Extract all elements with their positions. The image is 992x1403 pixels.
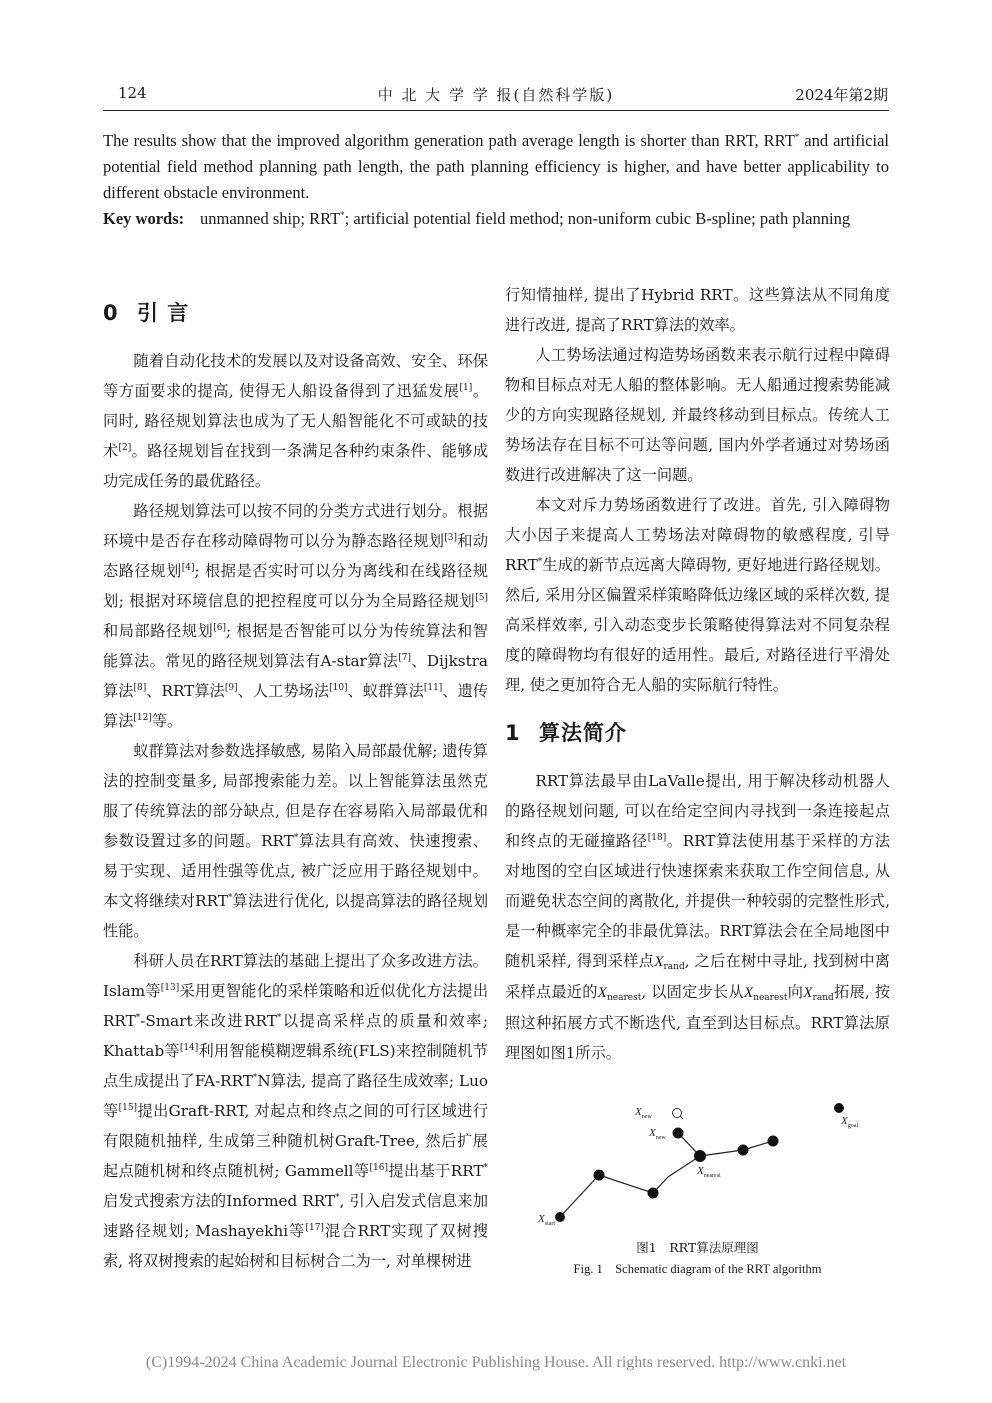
rrt-schematic-figure bbox=[505, 1080, 890, 1230]
label-xstart: $X_{start}$ bbox=[538, 1213, 556, 1227]
label-xnew: $X_{new}$ bbox=[649, 1127, 666, 1141]
figure-caption-en: Fig. 1 Schematic diagram of the RRT algorithm bbox=[573, 1262, 822, 1276]
keywords-label: Key words: bbox=[103, 209, 185, 228]
tree-edge bbox=[700, 1150, 743, 1156]
left-column bbox=[103, 290, 488, 1276]
tree-edge bbox=[560, 1175, 599, 1217]
tree-node bbox=[594, 1170, 605, 1181]
random-sample-tick bbox=[680, 1116, 683, 1119]
section-number: 1 bbox=[505, 721, 521, 745]
section-heading-0 bbox=[103, 298, 488, 328]
label-xnew-top: $X_{new}$ bbox=[635, 1106, 652, 1120]
start-node bbox=[555, 1212, 565, 1222]
paragraph: RRT算法最早由LaValle提出, 用于解决移动机器人的路径规划问题, 可以在给定空间内寻找到一条连接起点和终点的无碰撞路径[18]。RRT算法使用基于采样的方法对地图的空白区域进行快速探索来获取工作空间信息, 从而避免状态空间的离散化, 并提供一种较弱的完整性形式, 是一种概率完全的非最优算法。RRT算法会在全局地图中随机采样, 得到采样点$X_{rand}$, 之后在树中寻址, 找到树中离采样点最近的$X_{nearest}$, 以固定步长从$X_{nearest}$向$X_{rand}$拓展, 按照这种拓展方式不断迭代, 直至到达目标点。RRT算法原理图如图1所示。 bbox=[505, 772, 891, 1062]
tree-node bbox=[648, 1188, 659, 1199]
label-xgoal: $X_{goal}$ bbox=[841, 1115, 859, 1129]
figure-caption-cn: 图1 RRT算法原理图 bbox=[636, 1240, 759, 1255]
paragraph: 路径规划算法可以按不同的分类方式进行划分。根据环境中是否存在移动障碍物可以分为静态路径规划[3]和动态路径规划[4]; 根据是否实时可以分为离线和在线路径规划; 根据对环境信息的把控程度可以分为全局路径规划[5]和局部路径规划[6]; 根据是否智能可以分为传统算法和智能算法。常见的路径规划算法有A-star算法[7]、Dijkstra算法[8]、RRT算法[9]、人工势场法[10]、蚁群算法[11]、遗传算法[12]等。 bbox=[103, 502, 489, 730]
copyright-footer: (C)1994-2024 China Academic Journal Electronic Publishing House. All rights reserved. http://www.cnki.net bbox=[145, 1354, 847, 1371]
tree-node bbox=[768, 1136, 779, 1147]
page-number: 124 bbox=[118, 84, 147, 102]
section-title: 算法简介 bbox=[539, 721, 627, 745]
nearest-node bbox=[694, 1150, 706, 1162]
right-column bbox=[505, 280, 890, 1068]
paragraph: 随着自动化技术的发展以及对设备高效、安全、环保等方面要求的提高, 使得无人船设备得到了迅猛发展[1]。同时, 路径规划算法也成为了无人船智能化不可或缺的技术[2]。路径规划旨在找到一条满足各种约束条件、能够成功完成任务的最优路径。 bbox=[103, 352, 489, 490]
header-rule bbox=[103, 110, 889, 111]
paragraph: 科研人员在RRT算法的基础上提出了众多改进方法。Islam等[13]采用更智能化的采样策略和近似优化方法提出RRT*-Smart来改进RRT*以提高采样点的质量和效率; Khattab等[14]利用智能模糊逻辑系统(FLS)来控制随机节点生成提出了FA-RRT*N算法, 提高了路径生成效率; Luo等[15]提出Graft-RRT, 对起点和终点之间的可行区域进行有限随机抽样, 生成第三种随机树Graft-Tree, 然后扩展起点随机树和终点随机树; Gammell等[16]提出基于RRT*启发式搜索方法的Informed RRT*, 引入启发式信息来加速路径规划; Mashayekhi等[17]混合RRT实现了双树搜索, 将双树搜索的起始树和目标树合二为一, 对单棵树进 bbox=[103, 952, 489, 1270]
issue-label: 2024年第2期 bbox=[795, 86, 888, 104]
tree-node bbox=[738, 1145, 749, 1156]
paragraph: 本文对斥力势场函数进行了改进。首先, 引入障碍物大小因子来提高人工势场法对障碍物的敏感程度, 引导RRT*生成的新节点远离大障碍物, 更好地进行路径规划。然后, 采用分区偏置采样策略降低边缘区域的采样次数, 提高采样效率, 引入动态变步长策略使得算法对不同复杂程度的障碍物均有很好的适用性。最后, 对路径进行平滑处理, 使之更加符合无人船的实际航行特性。 bbox=[505, 496, 890, 694]
new-node bbox=[673, 1128, 684, 1139]
section-heading-1 bbox=[505, 718, 890, 748]
section-number: 0 bbox=[103, 301, 119, 325]
paragraph: 行知情抽样, 提出了Hybrid RRT。这些算法从不同角度进行改进, 提高了RRT算法的效率。 bbox=[505, 286, 890, 334]
section-title: 引 言 bbox=[137, 301, 190, 325]
tree-edge bbox=[599, 1175, 653, 1193]
abstract-text: The results show that the improved algorithm generation path average length is shorter than RRT, RRT* and artificial potential field method planning path length, the path planning efficiency is higher, and have better applicability to different obstacle environment. bbox=[103, 131, 889, 202]
journal-title: 中 北 大 学 学 报(自然科学版) bbox=[377, 86, 615, 104]
paragraph: 人工势场法通过构造势场函数来表示航行过程中障碍物和目标点对无人船的整体影响。无人船通过搜索势能减少的方向实现路径规划, 并最终移动到目标点。传统人工势场法存在目标不可达等问题, 国内外学者通过对势场函数进行改进解决了这一问题。 bbox=[505, 346, 890, 484]
keywords-text: unmanned ship; RRT*; artificial potential field method; non-uniform cubic B-spline; path planning bbox=[200, 209, 851, 228]
label-xnearest: $X_{nearest}$ bbox=[697, 1165, 721, 1179]
tree-nodes bbox=[555, 1103, 844, 1222]
goal-node bbox=[834, 1103, 844, 1113]
paragraph: 蚁群算法对参数选择敏感, 易陷入局部最优解; 遗传算法的控制变量多, 局部搜索能力差。以上智能算法虽然克服了传统算法的部分缺点, 但是存在容易陷入局部最优和参数设置过多的问题。RRT*算法具有高效、快速搜索、易于实现、适用性强等优点, 被广泛应用于路径规划中。本文将继续对RRT*算法进行优化, 以提高算法的路径规划性能。 bbox=[103, 742, 489, 940]
